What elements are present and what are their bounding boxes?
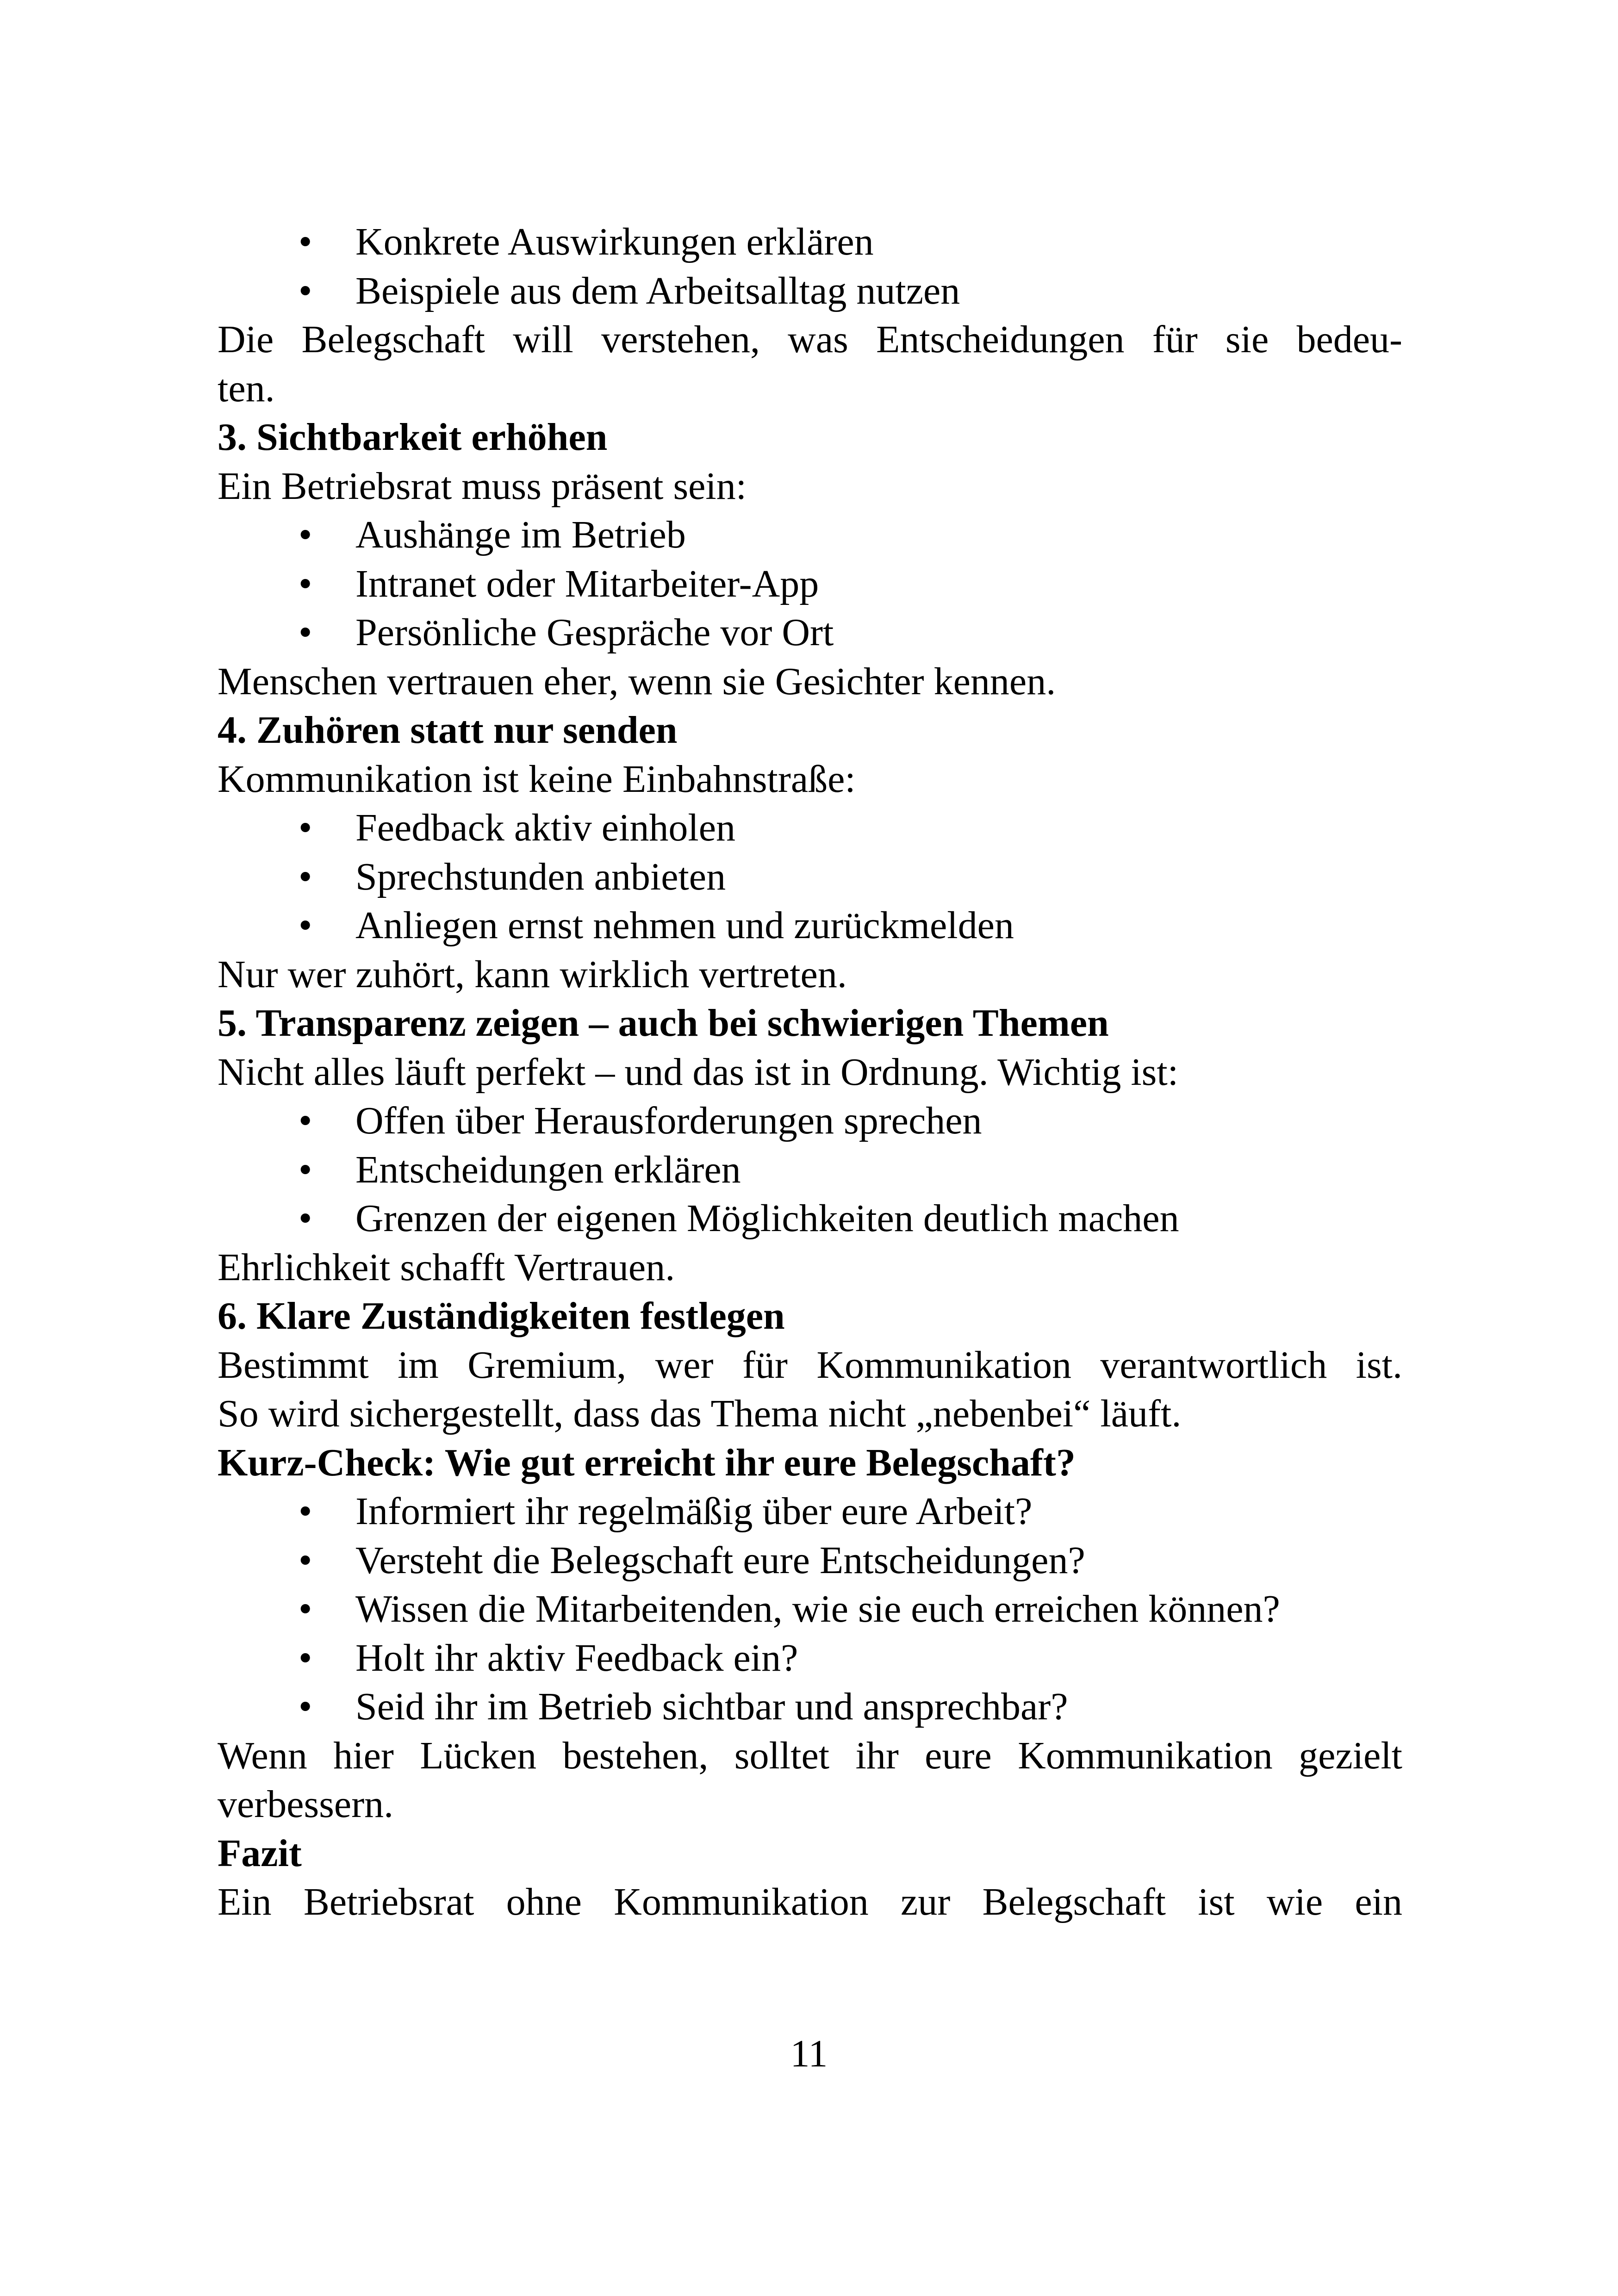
bullet-item	[218, 1585, 1402, 1634]
bullet-text: Seid ihr im Betrieb sichtbar und ansprechbar?	[355, 1685, 1068, 1728]
bullet-item	[218, 560, 1402, 609]
bullet-text: Sprechstunden anbieten	[355, 855, 726, 898]
bullet-glyph: •	[299, 1197, 312, 1240]
bullet-item	[218, 1487, 1402, 1536]
bullet-text: Entscheidungen erklären	[355, 1148, 741, 1191]
bullet-glyph: •	[299, 1490, 312, 1533]
paragraph-line: Bestimmt im Gremium, wer für Kommunikation verantwortlich ist.	[218, 1343, 1402, 1387]
bullet-item	[218, 803, 1402, 852]
bullet-item	[218, 1096, 1402, 1145]
bullet-item	[218, 1536, 1402, 1585]
bullet-item	[218, 218, 1402, 267]
bullet-text: Intranet oder Mitarbeiter-App	[355, 562, 819, 605]
bullet-glyph: •	[299, 1685, 312, 1728]
paragraph-line: Ein Betriebsrat ohne Kommunikation zur Belegschaft ist wie ein	[218, 1880, 1402, 1923]
section-heading: Fazit	[218, 1831, 302, 1875]
bullet-glyph: •	[299, 1587, 312, 1630]
bullet-text: Offen über Herausforderungen sprechen	[355, 1099, 982, 1142]
bullet-text: Wissen die Mitarbeitenden, wie sie euch erreichen können?	[355, 1587, 1280, 1630]
page-number: 11	[790, 2032, 828, 2075]
paragraph-line: Ehrlichkeit schafft Vertrauen.	[218, 1245, 675, 1289]
bullet-glyph: •	[299, 1099, 312, 1142]
bullet-text: Feedback aktiv einholen	[355, 806, 736, 849]
paragraph-line: Wenn hier Lücken bestehen, solltet ihr eure Kommunikation gezielt	[218, 1734, 1402, 1777]
bullet-item	[218, 267, 1402, 316]
bullet-glyph: •	[299, 904, 312, 947]
bullet-glyph: •	[299, 220, 312, 263]
paragraph-line: Nur wer zuhört, kann wirklich vertreten.	[218, 952, 847, 996]
bullet-glyph: •	[299, 1538, 312, 1582]
bullet-glyph: •	[299, 269, 312, 312]
paragraph-line: verbessern.	[218, 1783, 394, 1826]
bullet-text: Grenzen der eigenen Möglichkeiten deutlich machen	[355, 1197, 1179, 1240]
paragraph-line: Kommunikation ist keine Einbahnstraße:	[218, 757, 856, 801]
bullet-item	[218, 1194, 1402, 1243]
bullet-text: Holt ihr aktiv Feedback ein?	[355, 1636, 798, 1680]
bullet-glyph: •	[299, 513, 312, 556]
bullet-text: Aushänge im Betrieb	[355, 513, 686, 556]
bullet-glyph: •	[299, 611, 312, 654]
paragraph-line: Nicht alles läuft perfekt – und das ist in Ordnung. Wichtig ist:	[218, 1050, 1179, 1094]
section-heading: 3. Sichtbarkeit erhöhen	[218, 416, 608, 459]
bullet-item	[218, 510, 1402, 560]
bullet-text: Informiert ihr regelmäßig über eure Arbeit?	[355, 1490, 1033, 1533]
bullet-glyph: •	[299, 806, 312, 849]
section-heading: 5. Transparenz zeigen – auch bei schwierigen Themen	[218, 1002, 1109, 1045]
paragraph-line: ten.	[218, 367, 275, 410]
bullet-item	[218, 608, 1402, 657]
bullet-text: Anliegen ernst nehmen und zurückmelden	[355, 904, 1014, 947]
bullet-item	[218, 1634, 1402, 1683]
bullet-item	[218, 1682, 1402, 1731]
bullet-glyph: •	[299, 855, 312, 898]
bullet-glyph: •	[299, 1636, 312, 1680]
bullet-glyph: •	[299, 1148, 312, 1191]
section-heading: 4. Zuhören statt nur senden	[218, 709, 678, 752]
paragraph-line: Menschen vertrauen eher, wenn sie Gesichter kennen.	[218, 660, 1056, 703]
paragraph-line: Die Belegschaft will verstehen, was Entscheidungen für sie bedeu-	[218, 318, 1402, 361]
bullet-text: Beispiele aus dem Arbeitsalltag nutzen	[355, 269, 960, 312]
bullet-text: Konkrete Auswirkungen erklären	[355, 220, 874, 263]
paragraph-line: So wird sichergestellt, dass das Thema nicht „nebenbei“ läuft.	[218, 1392, 1182, 1435]
bullet-item	[218, 1145, 1402, 1195]
bullet-text: Versteht die Belegschaft eure Entscheidungen?	[355, 1538, 1085, 1582]
bullet-item	[218, 901, 1402, 950]
section-heading: 6. Klare Zuständigkeiten festlegen	[218, 1294, 785, 1338]
bullet-item	[218, 852, 1402, 902]
page-body	[218, 218, 1402, 1927]
bullet-text: Persönliche Gespräche vor Ort	[355, 611, 834, 654]
paragraph-line: Ein Betriebsrat muss präsent sein:	[218, 464, 747, 508]
bullet-glyph: •	[299, 562, 312, 605]
section-heading: Kurz-Check: Wie gut erreicht ihr eure Belegschaft?	[218, 1441, 1076, 1484]
